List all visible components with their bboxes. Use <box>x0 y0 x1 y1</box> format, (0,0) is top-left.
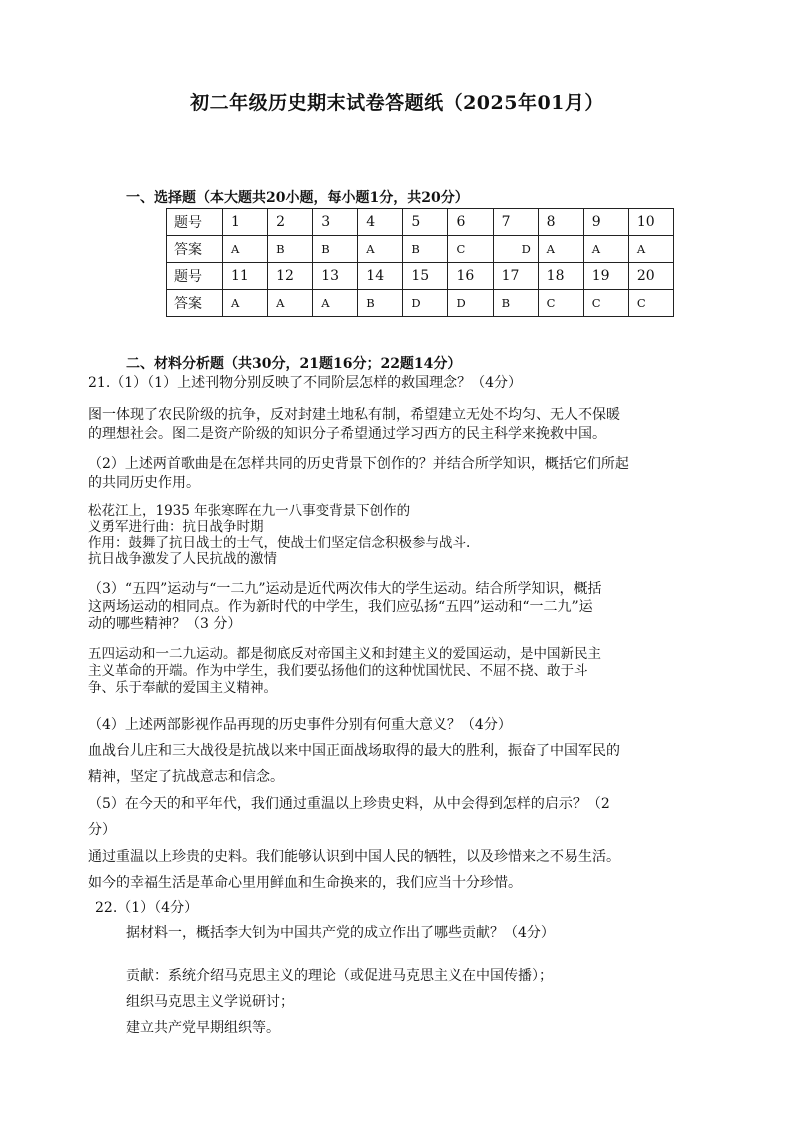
question-number: 5 <box>403 209 448 236</box>
question-number: 12 <box>268 263 313 290</box>
question-21-2-line: （2）上述两首歌曲是在怎样共同的历史背景下创作的？并结合所学知识，概括它们所起 <box>88 456 629 472</box>
page-title: 初二年级历史期末试卷答题纸（2025年01月） <box>190 92 604 114</box>
answer-21-1-line: 的理想社会。图二是资产阶级的知识分子希望通过学习西方的民主科学来挽救中国。 <box>88 426 606 442</box>
answer-21-5-line: 通过重温以上珍贵的史料。我们能够认识到中国人民的牺牲，以及珍惜来之不易生活。 <box>88 849 620 865</box>
question-number: 20 <box>628 263 673 290</box>
question-number: 6 <box>448 209 493 236</box>
question-21-2-line: 的共同历史作用。 <box>88 475 200 491</box>
answer-cell: A <box>268 290 313 317</box>
question-21-5-line: 分） <box>88 822 116 838</box>
answer-22-1-line: 建立共产党早期组织等。 <box>126 1020 280 1036</box>
answer-21-3-line: 五四运动和一二九运动。都是彻底反对帝国主义和封建主义的爱国运动，是中国新民主 <box>88 646 601 662</box>
table-row <box>167 263 674 290</box>
question-number: 17 <box>493 263 538 290</box>
answer-table <box>166 208 674 317</box>
answer-21-4-line: 血战台儿庄和三大战役是抗战以来中国正面战场取得的最大的胜利，振奋了中国军民的 <box>88 743 620 759</box>
answer-cell: C <box>448 236 493 263</box>
section-2-heading: 二、材料分析题（共30分，21题16分；22题14分） <box>126 356 462 372</box>
question-number: 10 <box>628 209 673 236</box>
answer-21-4-line: 精神，坚定了抗战意志和信念。 <box>88 769 284 785</box>
section-1-heading: 一、选择题（本大题共20小题，每小题1分，共20分） <box>126 190 469 206</box>
question-number: 4 <box>358 209 403 236</box>
question-number: 16 <box>448 263 493 290</box>
answer-cell: A <box>538 236 583 263</box>
row-label-answer: 答案 <box>167 290 223 317</box>
answer-cell: A <box>583 236 628 263</box>
answer-cell: C <box>538 290 583 317</box>
answer-cell: C <box>628 290 673 317</box>
question-21-4: （4）上述两部影视作品再现的历史事件分别有何重大意义？（4分） <box>88 717 512 733</box>
answer-cell: A <box>223 236 268 263</box>
question-22-1: 据材料一，概括李大钊为中国共产党的成立作出了哪些贡献？（4分） <box>126 925 555 941</box>
question-21-3-line: 动的哪些精神？（3 分） <box>88 616 242 632</box>
answer-21-2-line: 作用：鼓舞了抗日战士的士气，使战士们坚定信念积极参与战斗. <box>88 535 471 551</box>
answer-21-1-line: 图一体现了农民阶级的抗争，反对封建土地私有制，希望建立无处不均匀、无人不保暖 <box>88 407 620 423</box>
question-number: 2 <box>268 209 313 236</box>
question-number: 8 <box>538 209 583 236</box>
answer-cell: B <box>313 236 358 263</box>
answer-21-2-line: 义勇军进行曲：抗日战争时期 <box>88 519 264 535</box>
question-21-1: 21.（1）（1）上述刊物分别反映了不同阶层怎样的救国理念？（4分） <box>88 375 522 391</box>
question-number: 9 <box>583 209 628 236</box>
answer-cell: D <box>493 236 538 263</box>
answer-cell: C <box>583 290 628 317</box>
answer-21-2-line: 抗日战争激发了人民抗战的激情 <box>88 551 277 567</box>
question-number: 19 <box>583 263 628 290</box>
answer-cell: B <box>358 290 403 317</box>
answer-cell: D <box>403 290 448 317</box>
question-number: 18 <box>538 263 583 290</box>
answer-cell: A <box>313 290 358 317</box>
answer-22-1-line: 贡献：系统介绍马克思主义的理论（或促进马克思主义在中国传播）； <box>126 968 553 984</box>
answer-cell: B <box>268 236 313 263</box>
table-row <box>167 290 674 317</box>
question-21-3-line: （3）“五四”运动与“一二九”运动是近代两次伟大的学生运动。结合所学知识，概括 <box>88 581 602 597</box>
answer-21-2-line: 松花江上，1935 年张寒晖在九一八事变背景下创作的 <box>88 503 411 519</box>
question-21-3-line: 这两场运动的相同点。作为新时代的中学生，我们应弘扬“五四”运动和“一二九”运 <box>88 599 593 615</box>
row-label-answer: 答案 <box>167 236 223 263</box>
question-number: 13 <box>313 263 358 290</box>
answer-cell: B <box>493 290 538 317</box>
answer-21-3-line: 主义革命的开端。作为中学生，我们要弘扬他们的这种忧国忧民、不屈不挠、敢于斗 <box>88 663 588 679</box>
question-number: 14 <box>358 263 403 290</box>
question-number: 11 <box>223 263 268 290</box>
question-21-5-line: （5）在今天的和平年代，我们通过重温以上珍贵史料，从中会得到怎样的启示？（2 <box>88 796 610 812</box>
question-number: 15 <box>403 263 448 290</box>
question-number: 3 <box>313 209 358 236</box>
answer-22-1-line: 组织马克思主义学说研讨； <box>126 994 294 1010</box>
answer-cell: B <box>403 236 448 263</box>
table-row <box>167 236 674 263</box>
question-22-heading: 22.（1）（4分） <box>95 900 199 916</box>
answer-cell: A <box>223 290 268 317</box>
question-number: 1 <box>223 209 268 236</box>
question-number: 7 <box>493 209 538 236</box>
answer-21-5-line: 如今的幸福生活是革命心里用鲜血和生命换来的，我们应当十分珍惜。 <box>88 875 522 891</box>
row-label-number: 题号 <box>167 263 223 290</box>
row-label-number: 题号 <box>167 209 223 236</box>
answer-cell: A <box>358 236 403 263</box>
answer-cell: D <box>448 290 493 317</box>
table-row <box>167 209 674 236</box>
answer-cell: A <box>628 236 673 263</box>
answer-21-3-line: 争、乐于奉献的爱国主义精神。 <box>88 680 277 696</box>
